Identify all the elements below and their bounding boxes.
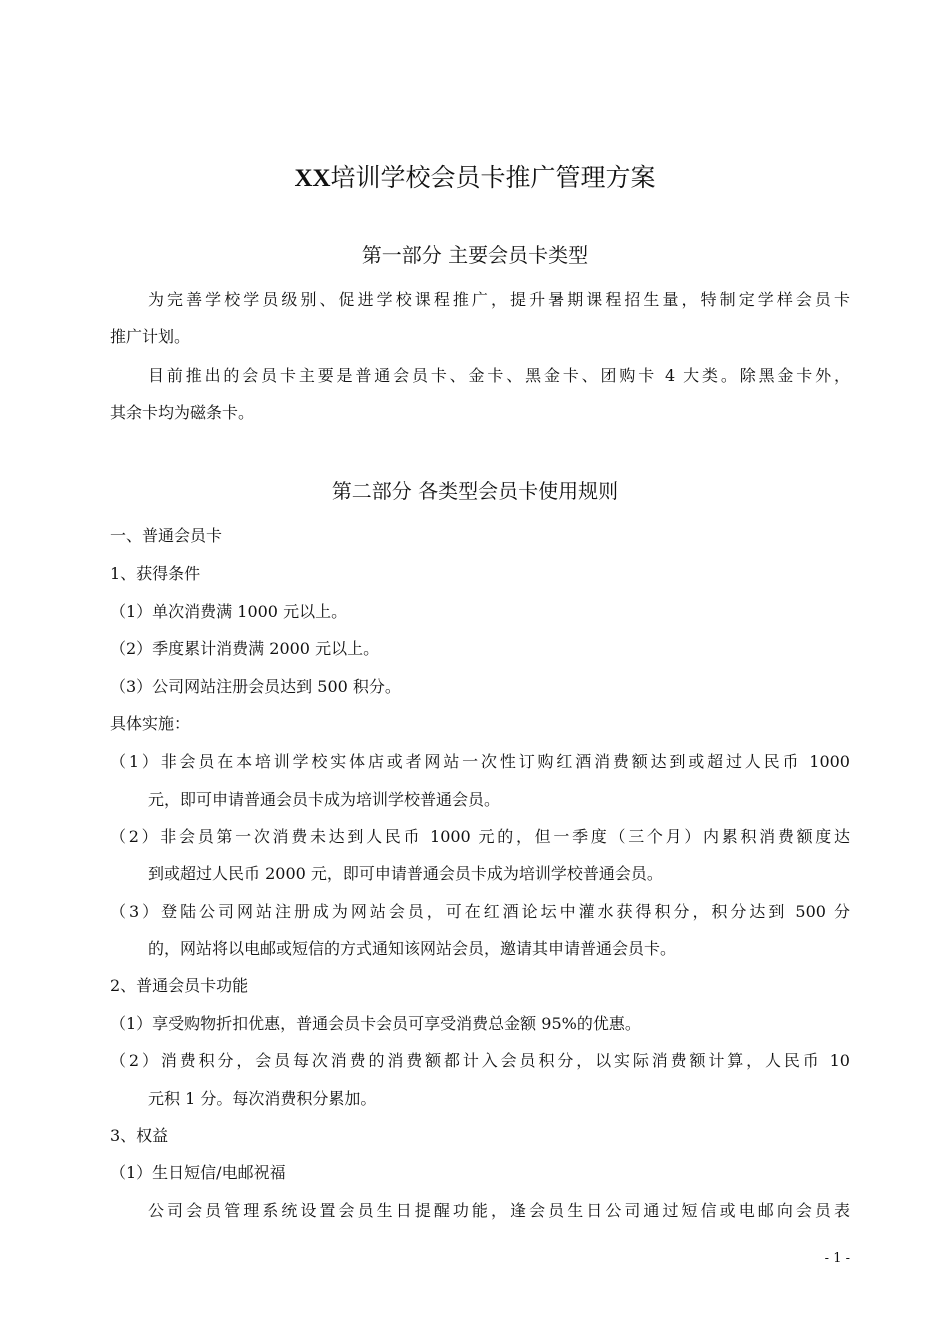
part2-heading: 第二部分 各类型会员卡使用规则 bbox=[331, 479, 619, 503]
page-number: - 1 - bbox=[824, 1251, 850, 1266]
implementation-item-3-line-2: 的，网站将以电邮或短信的方式通知该网站会员，邀请其申请普通会员卡。 bbox=[148, 939, 677, 958]
part1-paragraph-2-line-1: 目前推出的会员卡主要是普通会员卡、金卡、黑金卡、团购卡 4 大类。除黑金卡外， bbox=[148, 366, 850, 385]
function-item-2-line-2: 元积 1 分。每次消费积分累加。 bbox=[148, 1089, 377, 1108]
implementation-item-3-line-1: （3）登陆公司网站注册成为网站会员，可在红酒论坛中灌水获得积分，积分达到 500 分 bbox=[110, 902, 850, 921]
sub1-heading: 1、获得条件 bbox=[110, 564, 201, 583]
implementation-item-2-line-2: 到或超过人民币 2000 元，即可申请普通会员卡成为培训学校普通会员。 bbox=[148, 864, 663, 883]
part1-paragraph-1-line-1: 为完善学校学员级别、促进学校课程推广，提升暑期课程招生量，特制定学样会员卡 bbox=[148, 290, 850, 309]
condition-item-1: （1）单次消费满 1000 元以上。 bbox=[110, 602, 348, 621]
rights-item-1-text: 公司会员管理系统设置会员生日提醒功能，逢会员生日公司通过短信或电邮向会员表 bbox=[148, 1201, 850, 1220]
sub2-heading: 2、普通会员卡功能 bbox=[110, 976, 249, 995]
condition-item-3: （3）公司网站注册会员达到 500 积分。 bbox=[110, 677, 401, 696]
implementation-item-1-line-2: 元，即可申请普通会员卡成为培训学校普通会员。 bbox=[148, 790, 501, 809]
rights-item-1: （1）生日短信/电邮祝福 bbox=[110, 1163, 286, 1182]
implementation-item-2-line-1: （2）非会员第一次消费未达到人民币 1000 元的，但一季度（三个月）内累积消费额度达 bbox=[110, 827, 850, 846]
document-title-prefix: XX bbox=[294, 165, 331, 192]
implementation-item-1-line-1: （1）非会员在本培训学校实体店或者网站一次性订购红酒消费额达到或超过人民币 1000 bbox=[110, 752, 850, 771]
condition-item-2: （2）季度累计消费满 2000 元以上。 bbox=[110, 639, 380, 658]
document-title bbox=[0, 160, 950, 197]
function-item-2-line-1: （2）消费积分，会员每次消费的消费额都计入会员积分，以实际消费额计算，人民币 10 bbox=[110, 1051, 850, 1070]
sub3-heading: 3、权益 bbox=[110, 1126, 169, 1145]
section1-heading: 一、普通会员卡 bbox=[110, 526, 223, 545]
part1-paragraph-1-line-2: 推广计划。 bbox=[110, 327, 191, 346]
part1-heading: 第一部分 主要会员卡类型 bbox=[361, 243, 589, 267]
function-item-1: （1）享受购物折扣优惠，普通会员卡会员可享受消费总金额 95%的优惠。 bbox=[110, 1014, 641, 1033]
implementation-label: 具体实施： bbox=[110, 714, 191, 733]
document-title-rest: 培训学校会员卡推广管理方案 bbox=[330, 163, 656, 192]
part1-paragraph-2-line-2: 其余卡均为磁条卡。 bbox=[110, 403, 255, 422]
